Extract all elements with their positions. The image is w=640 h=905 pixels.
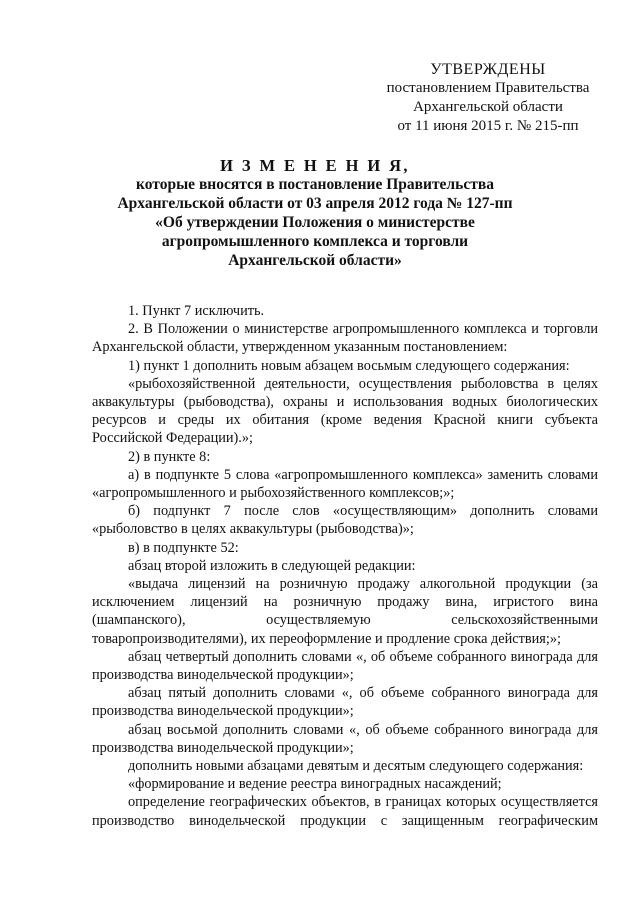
body-paragraph: дополнить новыми абзацами девятым и десятым следующего содержания: <box>128 758 584 775</box>
body-paragraph: абзац четвертый дополнить словами «, об объеме собранного винограда для производства винодельческой продукции»; <box>92 648 598 684</box>
approval-line: Архангельской области <box>413 99 563 115</box>
body-paragraph: б) подпункт 7 после слов «осуществляющим» дополнить словами «рыболовство в целях аквакультуры (рыбоводства)»; <box>92 503 598 538</box>
heading-subtitle-line: Архангельской области» <box>228 252 402 269</box>
body-paragraph: «выдача лицензий на розничную продажу алкогольной продукции (за исключением лицензий на розничную продажу вина, игристого вина (шампанского), осуществляемую сельскохозяйственными товаропроизводителями), их переоформление и продление срока действия;»; <box>92 576 598 647</box>
body-paragraph: 1. Пункт 7 исключить. <box>128 303 265 319</box>
body-paragraph: абзац восьмой дополнить словами «, об объеме собранного винограда для производства винодельческой продукции»; <box>92 721 598 756</box>
body-paragraph: в) в подпункте 52: <box>128 539 239 556</box>
heading-subtitle-line: Архангельской области от 03 апреля 2012 года № 127-пп <box>117 195 513 212</box>
heading-subtitle-line: которые вносятся в постановление Правительства <box>136 176 494 193</box>
body-paragraph: определение географических объектов, в границах которых осуществляется производство винодельческой продукции с защищенным географическим <box>92 794 598 829</box>
body-paragraph: 2. В Положении о министерстве агропромышленного комплекса и торговли Архангельской области, утвержденном указанным постановлением: <box>92 321 598 356</box>
body-paragraph: «формирование и ведение реестра виноградных насаждений; <box>128 776 502 793</box>
approval-date-line: от 11 июня 2015 г. № 215-пп <box>397 118 579 134</box>
body-paragraph: абзац второй изложить в следующей редакции: <box>128 557 416 574</box>
approval-title: УТВЕРЖДЕНЫ <box>430 61 546 78</box>
document-body <box>92 302 598 830</box>
body-paragraph: абзац пятый дополнить словами «, об объеме собранного винограда для производства винодельческой продукции»; <box>92 685 598 720</box>
document-heading <box>80 156 550 270</box>
approval-line: постановлением Правительства <box>386 80 590 96</box>
body-paragraph: 1) пункт 1 дополнить новым абзацем восьмым следующего содержания: <box>128 357 570 374</box>
body-paragraph: «рыбохозяйственной деятельности, осуществления рыболовства в целях аквакультуры (рыбоводства), охраны и использования водных биологических ресурсов и среды их обитания (кроме ведения Красной книги субъекта Российской Федерации).»; <box>92 375 598 447</box>
body-paragraph: а) в подпункте 5 слова «агропромышленного комплекса» заменить словами «агропромышленного и рыбохозяйственного комплексов;»; <box>92 466 598 502</box>
heading-subtitle-line: агропромышленного комплекса и торговли <box>161 233 469 250</box>
approval-block <box>368 60 608 136</box>
body-paragraph: 2) в пункте 8: <box>128 448 211 465</box>
heading-subtitle-line: «Об утверждении Положения о министерстве <box>155 214 475 231</box>
document-title: И З М Е Н Е Н И Я, <box>220 156 410 175</box>
